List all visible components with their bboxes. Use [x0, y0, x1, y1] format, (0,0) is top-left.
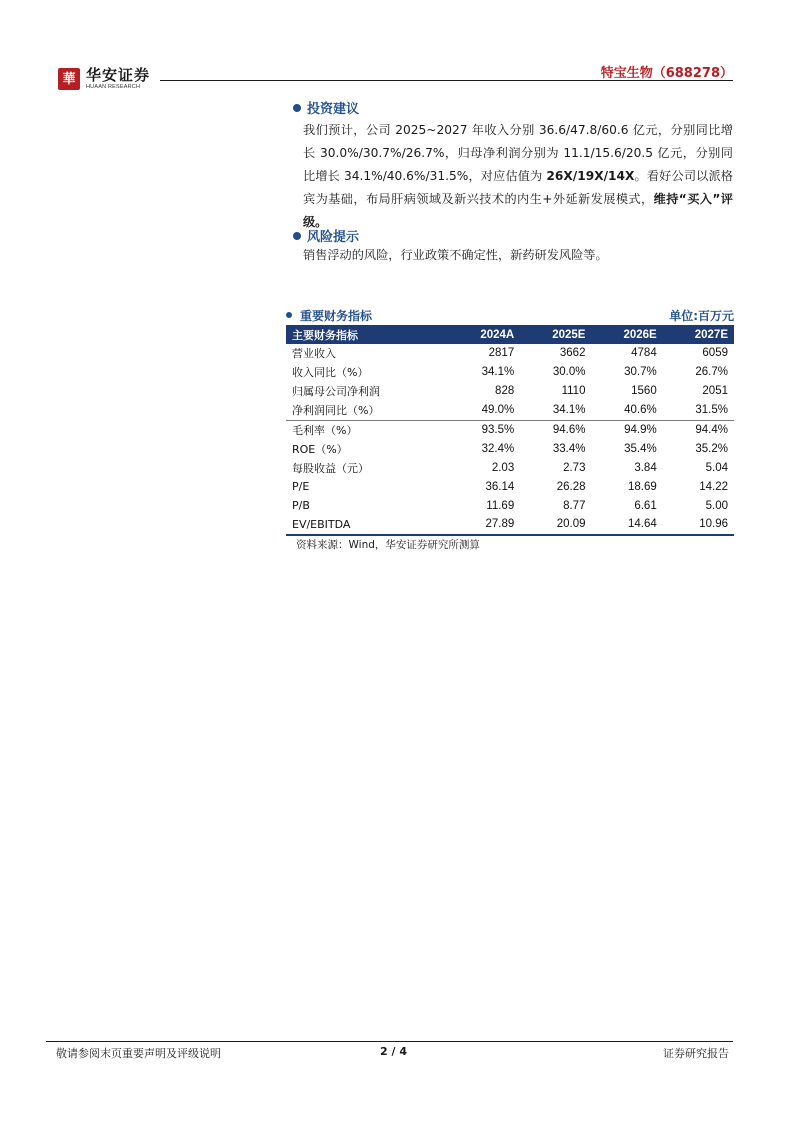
- table-cell: 26.28: [556, 480, 586, 493]
- column-header: 2027E: [663, 325, 734, 344]
- table-cell: 35.4%: [624, 442, 657, 455]
- table-cell: 8.77: [563, 499, 586, 512]
- fin-table-title: [286, 307, 372, 324]
- row-label: P/E: [292, 480, 310, 494]
- table-header-row: [286, 325, 734, 344]
- row-label: P/B: [292, 499, 310, 513]
- footer-divider: [46, 1041, 733, 1042]
- table-cell: 6.61: [634, 499, 657, 512]
- table-cell: 36.14: [485, 480, 515, 493]
- bullet-icon: [293, 104, 301, 112]
- column-header: 2025E: [520, 325, 591, 344]
- table-row: [286, 420, 734, 439]
- table-cell: 35.2%: [695, 442, 728, 455]
- table-cell: 2817: [488, 347, 515, 360]
- table-cell: 34.1%: [481, 366, 515, 379]
- fin-table-header: [286, 306, 734, 324]
- table-cell: 2051: [702, 385, 728, 398]
- row-label: 每股收益（元）: [292, 461, 369, 475]
- table-row: [286, 515, 734, 535]
- company-logo-icon: 華: [58, 68, 80, 90]
- table-body: [286, 344, 734, 535]
- table-cell: 30.0%: [552, 366, 586, 379]
- column-header: 2024A: [448, 325, 520, 344]
- investment-heading-label: 投资建议: [307, 102, 360, 117]
- row-label: 收入同比（%）: [292, 366, 369, 380]
- column-header: 2026E: [591, 325, 662, 344]
- table-cell: 26.7%: [695, 366, 728, 379]
- logo-chinese-name: 华安证券: [86, 66, 151, 84]
- table-cell: 94.6%: [520, 420, 591, 439]
- table-cell: 20.09: [520, 515, 591, 535]
- row-label: 净利润同比（%）: [292, 404, 380, 418]
- table-cell: 27.89: [448, 515, 520, 535]
- row-label: 毛利率（%）: [286, 420, 448, 439]
- table-cell: 14.64: [591, 515, 662, 535]
- investment-heading: [293, 98, 359, 117]
- table-cell: 94.9%: [591, 420, 662, 439]
- footer-disclaimer: 敬请参阅末页重要声明及评级说明: [56, 1047, 221, 1060]
- bullet-icon: [286, 312, 292, 318]
- logo-english-name: HUAAN RESEARCH: [86, 84, 141, 90]
- table-cell: 32.4%: [481, 442, 515, 455]
- table-cell: 6059: [702, 347, 728, 360]
- table-cell: 3662: [559, 347, 586, 360]
- column-header: 主要财务指标: [286, 325, 448, 344]
- row-label: 归属母公司净利润: [292, 385, 380, 399]
- investment-text-1: 我们预计，公司 2025~2027 年收入分别 36.6/47.8/60.6 亿元，分别同比增长 30.0%/30.7%/26.7%，归母净利润分别为 11.1/15.6/20.5 亿元，分别同比增长 34.1%/40.6%/31.5%，对应估值为: [303, 123, 733, 183]
- table-cell: 828: [495, 385, 515, 398]
- table-cell: 2.03: [491, 461, 515, 474]
- footer-report-type: 证券研究报告: [663, 1047, 729, 1060]
- table-cell: 31.5%: [695, 404, 728, 417]
- page-number: 2 / 4: [380, 1045, 407, 1058]
- table-cell: 5.00: [705, 499, 728, 512]
- investment-text-2: 。看好公司以派格宾为基础，布局肝病领域及新兴技术的内生+外延新发展模式，: [303, 169, 733, 206]
- table-row: [286, 344, 734, 363]
- report-company-title: 特宝生物（688278）: [600, 66, 733, 81]
- table-cell: 4784: [631, 347, 657, 360]
- table-row: [286, 439, 734, 458]
- risk-heading: [293, 226, 359, 245]
- row-label: 营业收入: [292, 347, 336, 361]
- table-cell: 93.5%: [448, 420, 520, 439]
- table-source-note: 资料来源：Wind，华安证券研究所测算: [296, 539, 480, 551]
- row-label: ROE（%）: [292, 442, 348, 456]
- table-cell: 40.6%: [624, 404, 657, 417]
- table-cell: 33.4%: [552, 442, 586, 455]
- table-cell: 2.73: [563, 461, 586, 474]
- table-cell: 94.4%: [663, 420, 734, 439]
- table-row: [286, 382, 734, 401]
- table-row: [286, 401, 734, 420]
- table-cell: 49.0%: [481, 404, 515, 417]
- financial-table: [286, 325, 734, 536]
- row-label: EV/EBITDA: [286, 515, 448, 535]
- table-cell: 34.1%: [552, 404, 586, 417]
- table-cell: 11.69: [486, 499, 515, 512]
- table-row: [286, 496, 734, 515]
- valuation-multiples: 26X/19X/14X: [546, 169, 635, 183]
- bullet-icon: [293, 232, 301, 240]
- table-cell: 5.04: [705, 461, 728, 474]
- fin-table-unit: 单位:百万元: [669, 308, 734, 323]
- table-cell: 1110: [561, 385, 586, 398]
- investment-paragraph: [303, 119, 733, 234]
- rating-statement: 维持“买入”评级。: [303, 192, 733, 229]
- table-row: [286, 363, 734, 382]
- table-cell: 3.84: [634, 461, 657, 474]
- table-cell: 14.22: [699, 480, 728, 493]
- table-cell: 10.96: [663, 515, 734, 535]
- table-row: [286, 477, 734, 496]
- risk-heading-label: 风险提示: [307, 230, 360, 245]
- table-cell: 1560: [631, 385, 657, 398]
- fin-table-title-label: 重要财务指标: [300, 308, 373, 323]
- table-row: [286, 458, 734, 477]
- table-cell: 30.7%: [624, 366, 657, 379]
- risk-paragraph: 销售浮动的风险，行业政策不确定性，新药研发风险等。: [303, 248, 608, 262]
- table-cell: 18.69: [627, 480, 657, 493]
